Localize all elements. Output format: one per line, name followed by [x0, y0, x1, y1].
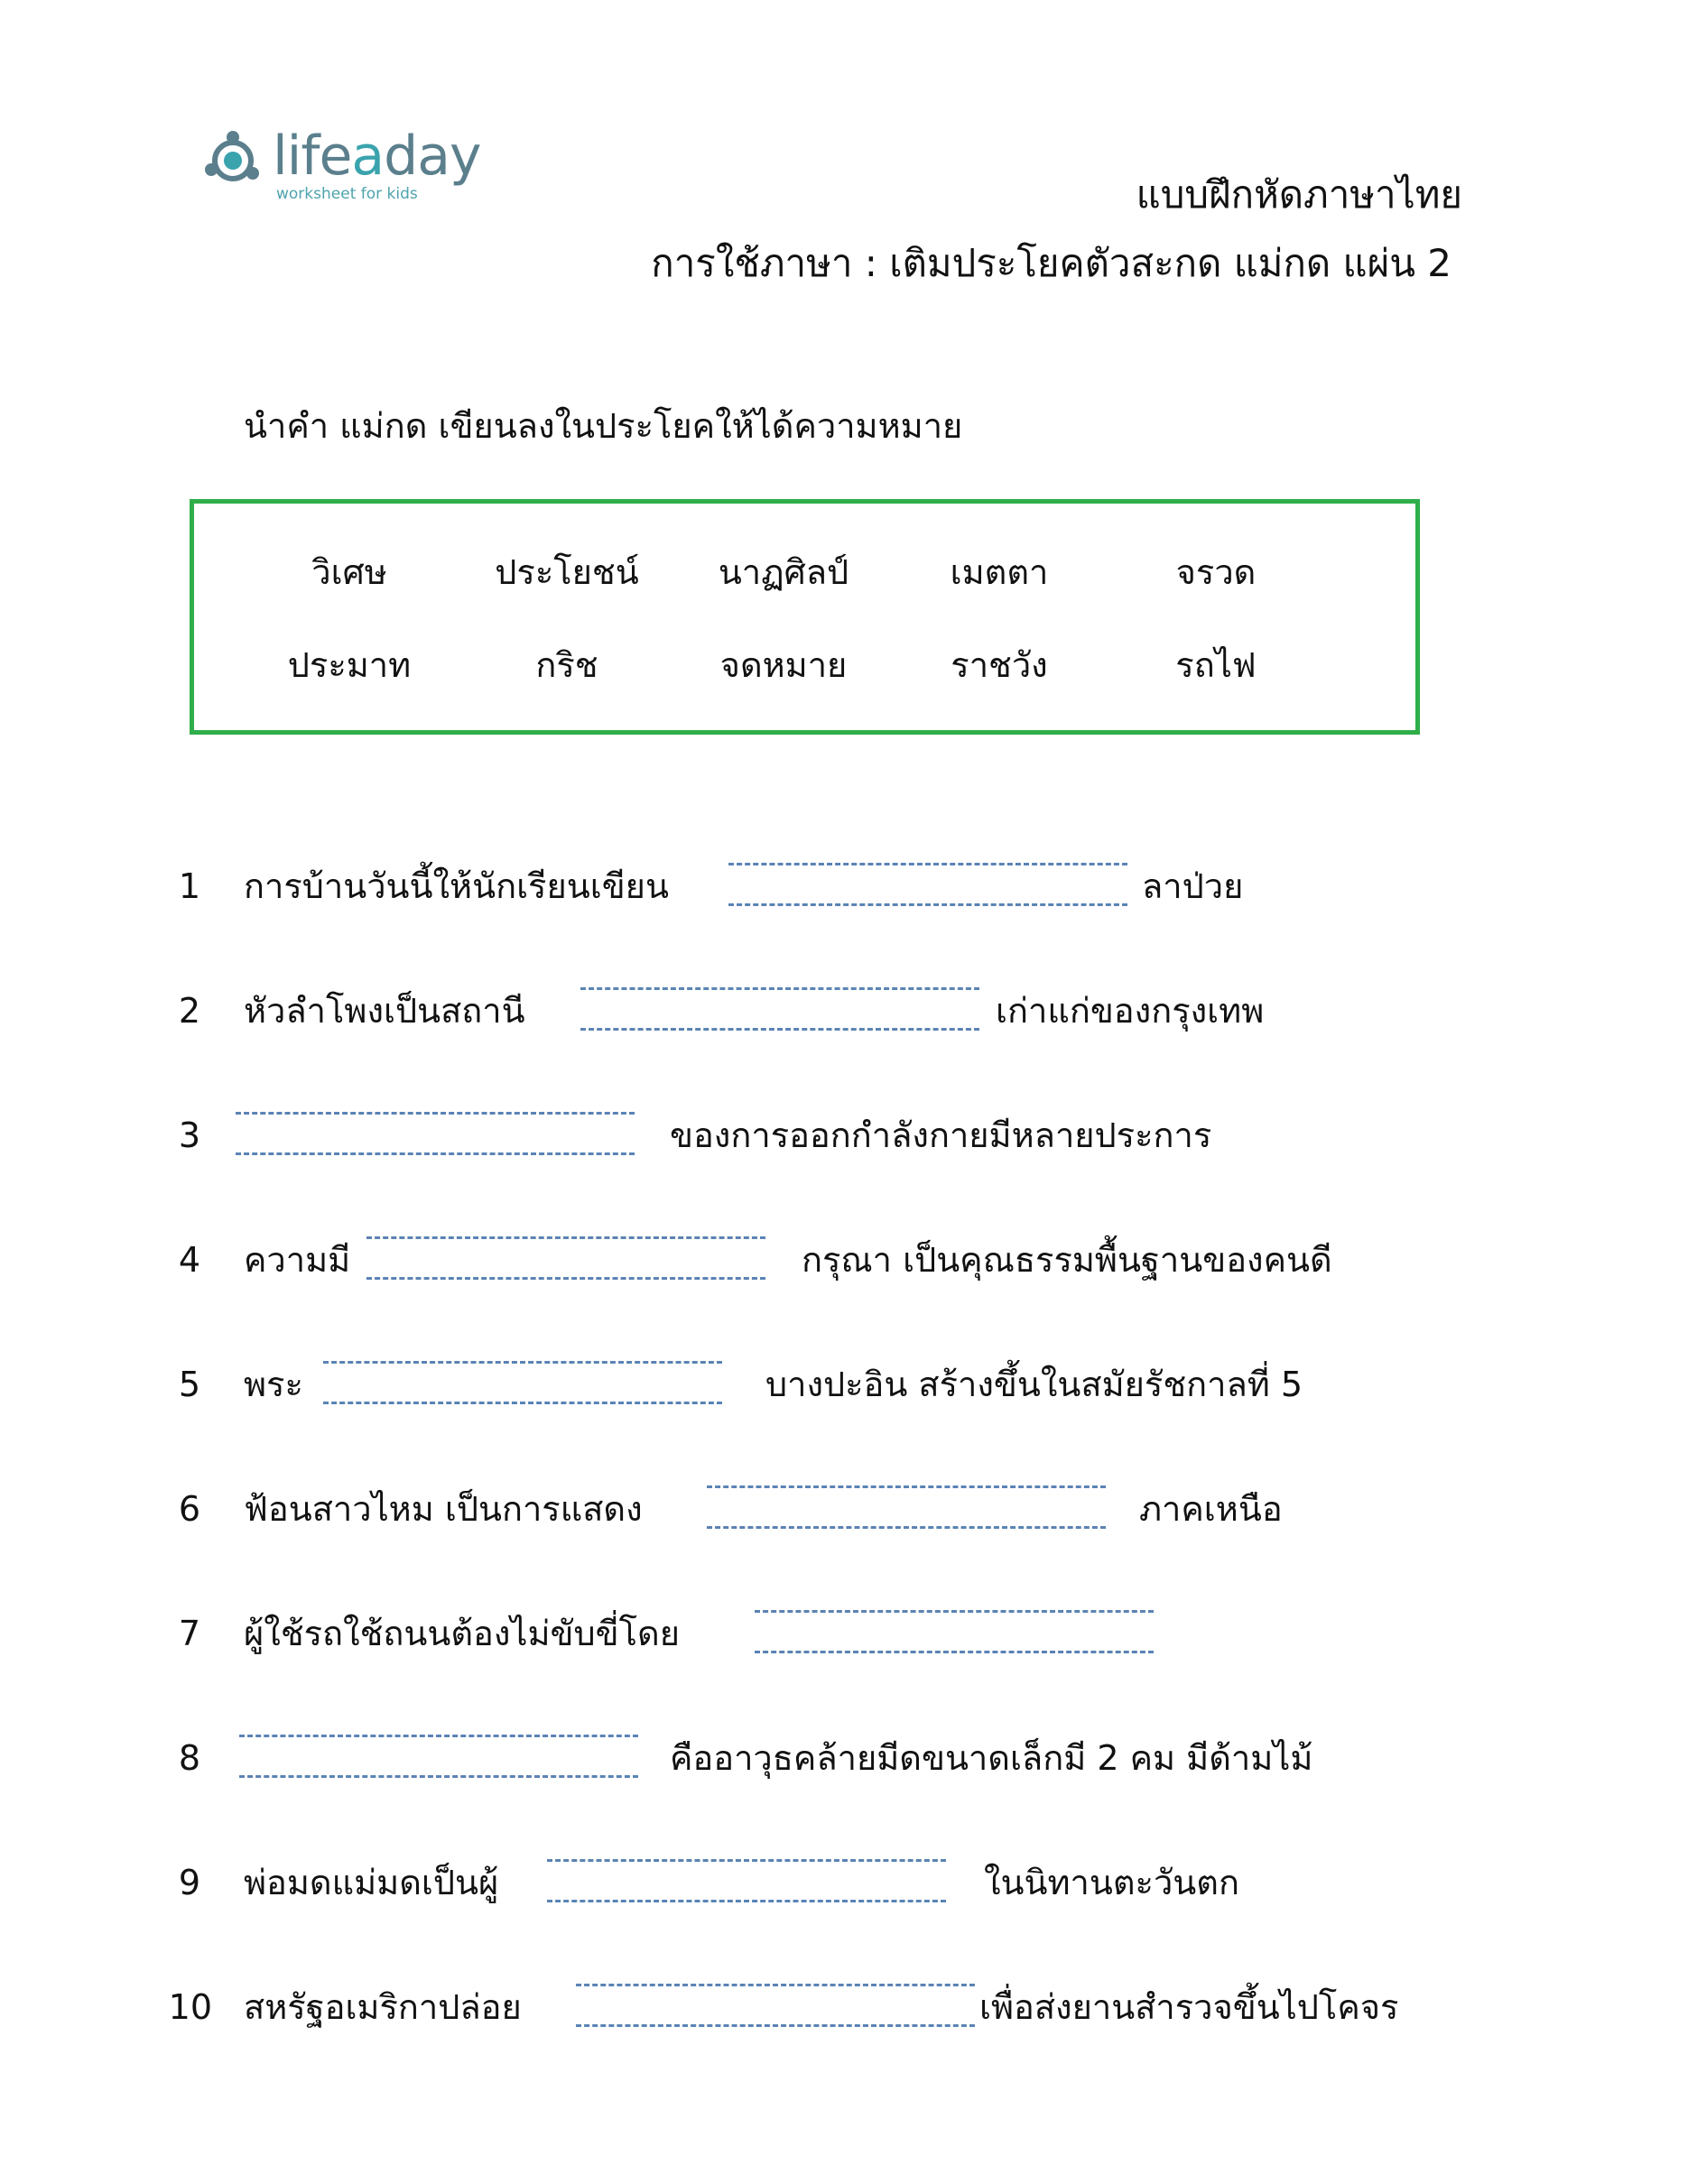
question-number: 1 — [178, 866, 200, 906]
word-bank-box — [190, 499, 1420, 735]
word-bank-item: เมตตา — [950, 552, 1049, 592]
question-text-after: ลาป่วย — [1142, 866, 1244, 906]
answer-blank[interactable] — [547, 1859, 946, 1902]
question-text-after: เพื่อส่งยานสำรวจขึ้นไปโคจร — [979, 1987, 1399, 2027]
question-text-before: หัวลำโพงเป็นสถานี — [244, 991, 525, 1031]
logo-wordmark — [273, 125, 481, 188]
word-bank-item: ประมาท — [287, 645, 412, 685]
question-text-before: ผู้ใช้รถใช้ถนนต้องไม่ขับขี่โดย — [244, 1614, 680, 1653]
question-number: 6 — [178, 1489, 200, 1529]
instruction-text: นำคำ แม่กด เขียนลงในประโยคให้ได้ความหมาย — [244, 406, 963, 446]
answer-blank[interactable] — [239, 1735, 638, 1778]
answer-blank[interactable] — [366, 1236, 765, 1280]
answer-blank[interactable] — [576, 1984, 975, 2027]
question-number: 2 — [178, 991, 200, 1031]
question-text-before: ความมี — [244, 1240, 351, 1280]
question-number: 10 — [168, 1987, 212, 2027]
question-text-after: ของการออกกำลังกายมีหลายประการ — [670, 1115, 1212, 1155]
question-text-before: สหรัฐอเมริกาปล่อย — [244, 1987, 522, 2027]
answer-blank[interactable] — [580, 987, 979, 1031]
question-number: 9 — [178, 1863, 200, 1902]
question-number: 5 — [178, 1365, 200, 1404]
answer-blank[interactable] — [323, 1361, 722, 1404]
answer-blank[interactable] — [707, 1485, 1106, 1529]
logo-word-part: day — [384, 125, 481, 188]
logo-word-accent: a — [351, 125, 385, 188]
question-text-after: กรุณา เป็นคุณธรรมพื้นฐานของคนดี — [802, 1240, 1332, 1280]
question-text-after: ในนิทานตะวันตก — [984, 1863, 1239, 1902]
question-number: 8 — [178, 1738, 200, 1778]
question-text-before: พระ — [244, 1365, 303, 1404]
logo-tagline: worksheet for kids — [276, 185, 418, 203]
word-bank-item: รถไฟ — [1175, 645, 1257, 685]
logo-mark-icon — [200, 128, 265, 193]
question-text-before: ฟ้อนสาวไหม เป็นการแสดง — [244, 1489, 643, 1529]
word-bank-item: จดหมาย — [719, 645, 848, 685]
word-bank-item: ประโยชน์ — [495, 552, 639, 592]
question-text-after: ภาคเหนือ — [1139, 1489, 1283, 1529]
lifeaday-logo — [200, 125, 481, 215]
answer-blank[interactable] — [236, 1112, 635, 1155]
question-text-after: บางปะอิน สร้างขึ้นในสมัยรัชกาลที่ 5 — [765, 1365, 1303, 1404]
question-text-after: เก่าแก่ของกรุงเทพ — [996, 991, 1265, 1031]
word-bank-item: กริช — [535, 645, 598, 685]
logo-word-part: life — [273, 125, 352, 188]
answer-blank[interactable] — [728, 863, 1127, 906]
question-text-after: คืออาวุธคล้ายมีดขนาดเล็กมี 2 คม มีด้ามไม้ — [670, 1738, 1313, 1778]
question-text-before: การบ้านวันนี้ให้นักเรียนเขียน — [244, 866, 669, 906]
word-bank-item: วิเศษ — [311, 552, 387, 592]
question-number: 3 — [178, 1115, 200, 1155]
question-number: 4 — [178, 1240, 200, 1280]
word-bank-item: จรวด — [1175, 552, 1257, 592]
answer-blank[interactable] — [755, 1610, 1154, 1653]
word-bank-item: ราชวัง — [951, 645, 1048, 685]
question-number: 7 — [178, 1614, 200, 1653]
word-bank-item: นาฏศิลป์ — [718, 552, 849, 592]
worksheet-subtitle: การใช้ภาษา : เติมประโยคตัวสะกด แม่กด แผ่น 2 — [651, 241, 1451, 285]
worksheet-title: แบบฝึกหัดภาษาไทย — [1136, 172, 1462, 217]
question-text-before: พ่อมดแม่มดเป็นผู้ — [244, 1863, 499, 1902]
